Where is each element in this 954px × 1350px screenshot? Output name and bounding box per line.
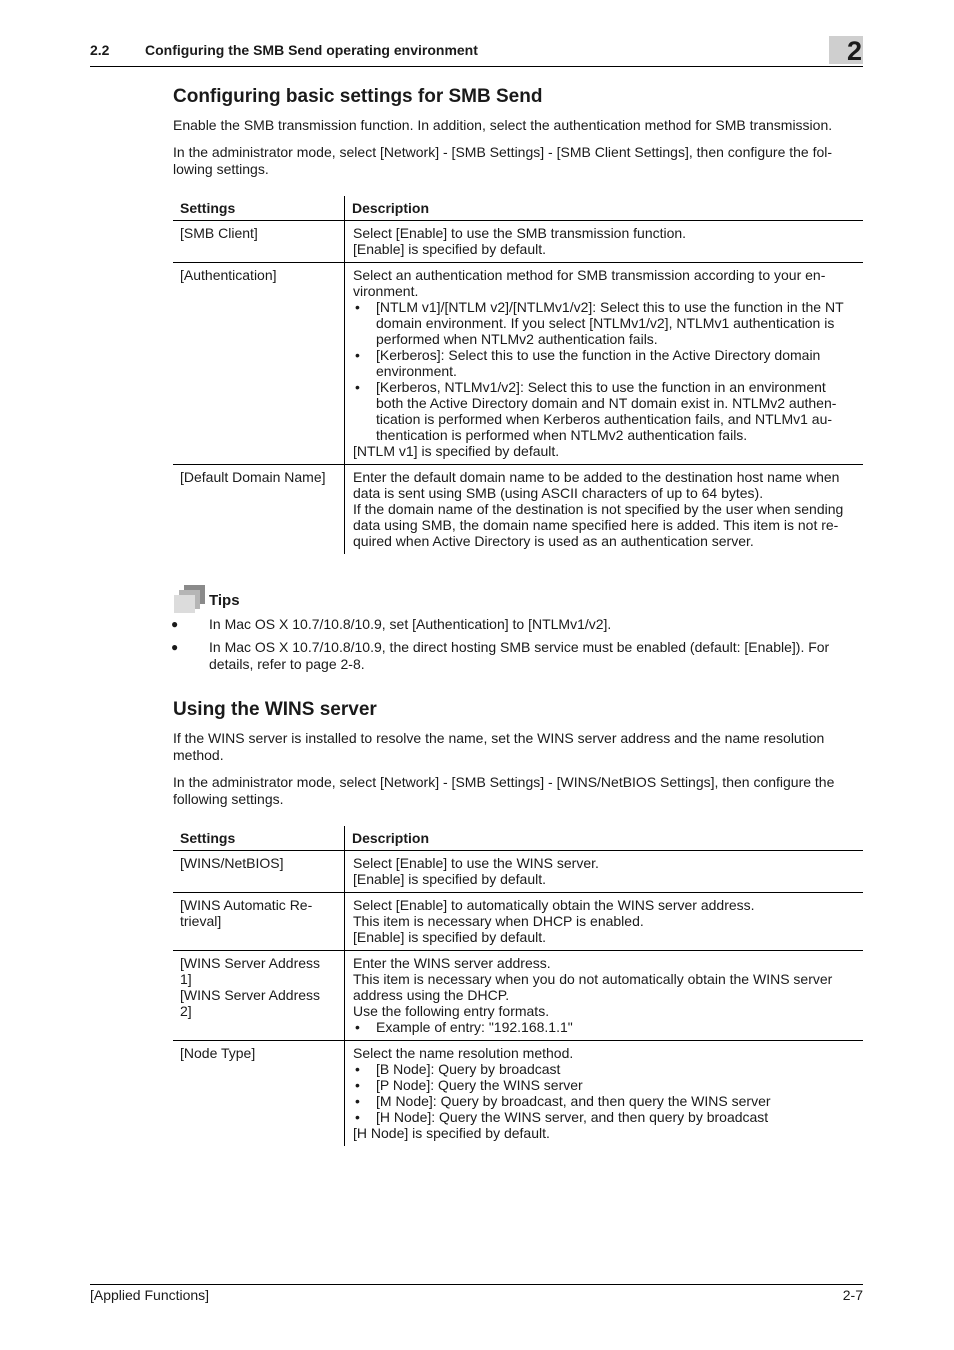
setting-description: Enter the WINS server address. This item is necessary when you do not automatically obtain the WINS server address using the DHCP. Use the following entry formats. • Example of entry: "192.168.1.1" [345,951,864,1041]
paragraph: Enable the SMB transmission function. In addition, select the authentication method for SMB transmission. [173,117,833,133]
smb-settings-table [173,196,863,554]
page-number: 2-7 [842,1287,863,1303]
section-wins-server [173,699,863,808]
setting-description: Select [Enable] to use the WINS server. [Enable] is specified by default. [353,855,599,887]
section-smb-send [173,86,863,178]
table-row [173,221,863,263]
heading-wins-server: Using the WINS server [173,699,377,720]
bullet-item: • Example of entry: "192.168.1.1" [355,1019,573,1035]
bullet-item: • [NTLM v1]/[NTLM v2]/[NTLMv1/v2]: Select this to use the function in the NT domain environment. If you select [NTLMv1/v2], NTLMv1 authentication is performed when NTLMv2 authentication fails. [355,299,844,347]
document-page: 2.2 Configuring the SMB Send operating environment 2 Configuring basic settings for SMB Send Enable the SMB transmission function. In addition, select the authentication method for SMB transmission. In the administrator mode, select [Network] - [SMB Settings] - [SMB Client Settings], then configure the fol- lowing settings. Settings Description [SMB Client] Select [Enable] to use the SMB transmission function. [Enable] is specified by default. [Authentication] Select an authentication method for SMB transmission according to your en- vironment. • [NTLM v1]/[NTLM v2]/[NTLMv1/v2]: Select this to use the function in the NT domain environment. If you select [NTLMv1/v2], NTLMv1 authentication is performed when NTLMv2 authentication fails. • [Kerberos]: Select this to use the function in the Active Directory domain environment. • [Kerberos, NTLMv1/v2]: Select this to use the function in an environment both the Active Directory domain and NT domain exist in. NTLMv2 authen- tication is performed when Kerberos authentication fails, and NTLMv1 au- thentication is performed when NTLMv2 authentication fails. [NTLM v1] is specified by default. [Default Domain Name] Enter the default domain name to be added to the destination host name when data is sent using SMB (using ASCII characters of up to 64 bytes). If the domain name of the destination is not specified by the user when sending data using SMB, the domain name specified here is added. This item is not re- quired when Active Directory is used as an authentication server. Tips ● In Mac OS X 10.7/10.8/10.9, set [Authentication] to [NTLMv1/v2]. ● In Mac OS X 10.7/10.8/10.9, the direct hosting SMB service must be enabled (default: [Enable]). For details, refer to page 2-8. Using the WINS server If the WINS server is installed to resolve the name, set the WINS server address and the name resolution method. In the administrator mode, select [Network] - [SMB Settings] - [WINS/NetBIOS Settings], then configure the following settings. Settings Description [WINS/NetBIOS] Select [Enable] to use the WINS server. [Enable] is specified by default. [WINS Automatic Re- trieval] Select [Enable] to automatically obtain the WINS server address. This item is necessary when DHCP is enabled. [Enable] is specified by default. [WINS Server Address 1] [WINS Server Address 2] Enter the WINS server address. This item is necessary when you do not automatically obtain the WINS server address using the DHCP. Use the following entry formats. • Example of entry: "192.168.1.1" [Node Type] Select the name resolution method. • [B Node]: Query by broadcast • [P Node]: Query the WINS server • [M Node]: Query by broadcast, and then query the WINS server • [H Node]: Query the WINS server, and then query by broadcast [H Node] is specified by default. [Applied Functions] 2-7 [90,36,863,1303]
bullet-item: • [M Node]: Query by broadcast, and then query the WINS server [355,1093,771,1109]
setting-name: [WINS/NetBIOS] [173,851,345,893]
setting-description: Select [Enable] to automatically obtain the WINS server address. This item is necessary when DHCP is enabled. [Enable] is specified by default. [345,893,864,951]
table-row [173,851,863,893]
footer-manual-name: [Applied Functions] [90,1287,210,1303]
tips-icon [173,584,207,614]
setting-name: [WINS Server Address 1] [WINS Server Address 2] [173,951,345,1041]
setting-description: Select the name resolution method. • [B Node]: Query by broadcast • [P Node]: Query the WINS server • [M Node]: Query by broadcast, and then query the WINS server • [H Node]: Query the WINS server, and then query by broadcast [H Node] is specified by default. [345,1041,864,1147]
bullet-item: • [H Node]: Query the WINS server, and then query by broadcast [355,1109,769,1125]
setting-name: [WINS Automatic Re- trieval] [173,893,345,951]
paragraph: In the administrator mode, select [Network] - [SMB Settings] - [WINS/NetBIOS Settings], then configure the following settings. [173,774,835,807]
setting-description: Select [Enable] to use the SMB transmission function. [Enable] is specified by default. [353,225,687,257]
column-header: Description [345,826,864,851]
bullet-item: • [Kerberos, NTLMv1/v2]: Select this to use the function in an environment both the Active Directory domain and NT domain exist in. NTLMv2 authen- tication is performed when Kerberos authentication fails, and NTLMv1 au- thentication is performed when NTLMv2 authentication fails. [355,379,837,443]
setting-name: [Authentication] [173,263,345,465]
tips-label: Tips [209,592,240,609]
table-row [173,263,863,465]
section-title: Configuring the SMB Send operating environment [145,42,478,58]
setting-description: Enter the default domain name to be added to the destination host name when data is sent using SMB (using ASCII characters of up to 64 bytes). If the domain name of the destination is not specified by the user when sending data using SMB, the domain name specified here is added. This item is not re- quired when Active Directory is used as an authentication server. [345,465,864,555]
bullet-item: • [Kerberos]: Select this to use the function in the Active Directory domain environment. [355,347,821,379]
table-row [173,1041,863,1147]
column-header: Settings [173,826,345,851]
heading-smb-send: Configuring basic settings for SMB Send [173,86,543,107]
setting-description: Select an authentication method for SMB transmission according to your en- vironment. • [NTLM v1]/[NTLM v2]/[NTLMv1/v2]: Select this to use the function in the NT domain environment. If you select [NTLMv1/v2], NTLMv1 authentication is performed when NTLMv2 authentication fails. • [Kerberos]: Select this to use the function in the Active Directory domain environment. • [Kerberos, NTLMv1/v2]: Select this to use the function in an environment both the Active Directory domain and NT domain exist in. NTLMv2 authen- tication is performed when Kerberos authentication fails, and NTLMv1 au- thentication is performed when NTLMv2 authentication fails. [NTLM v1] is specified by default. [345,263,864,465]
wins-settings-table [173,826,863,1146]
setting-name: [SMB Client] [173,221,345,263]
tips-block [173,584,863,614]
column-header: Description [345,196,864,221]
page-footer [90,1284,863,1303]
paragraph: If the WINS server is installed to resolve the name, set the WINS server address and the name resolution method. [173,730,825,763]
paragraph: In the administrator mode, select [Network] - [SMB Settings] - [SMB Client Settings], then configure the fol- lowing settings. [173,144,833,177]
table-row [173,465,863,555]
section-number: 2.2 [90,42,110,58]
setting-name: [Default Domain Name] [173,465,345,555]
setting-name: [Node Type] [173,1041,345,1147]
column-header: Settings [173,196,345,221]
bullet-item: • [B Node]: Query by broadcast [355,1061,561,1077]
bullet-item: • [P Node]: Query the WINS server [355,1077,583,1093]
page-header [90,36,863,67]
table-row [173,893,863,951]
chapter-number: 2 [846,36,862,66]
table-row [173,951,863,1041]
